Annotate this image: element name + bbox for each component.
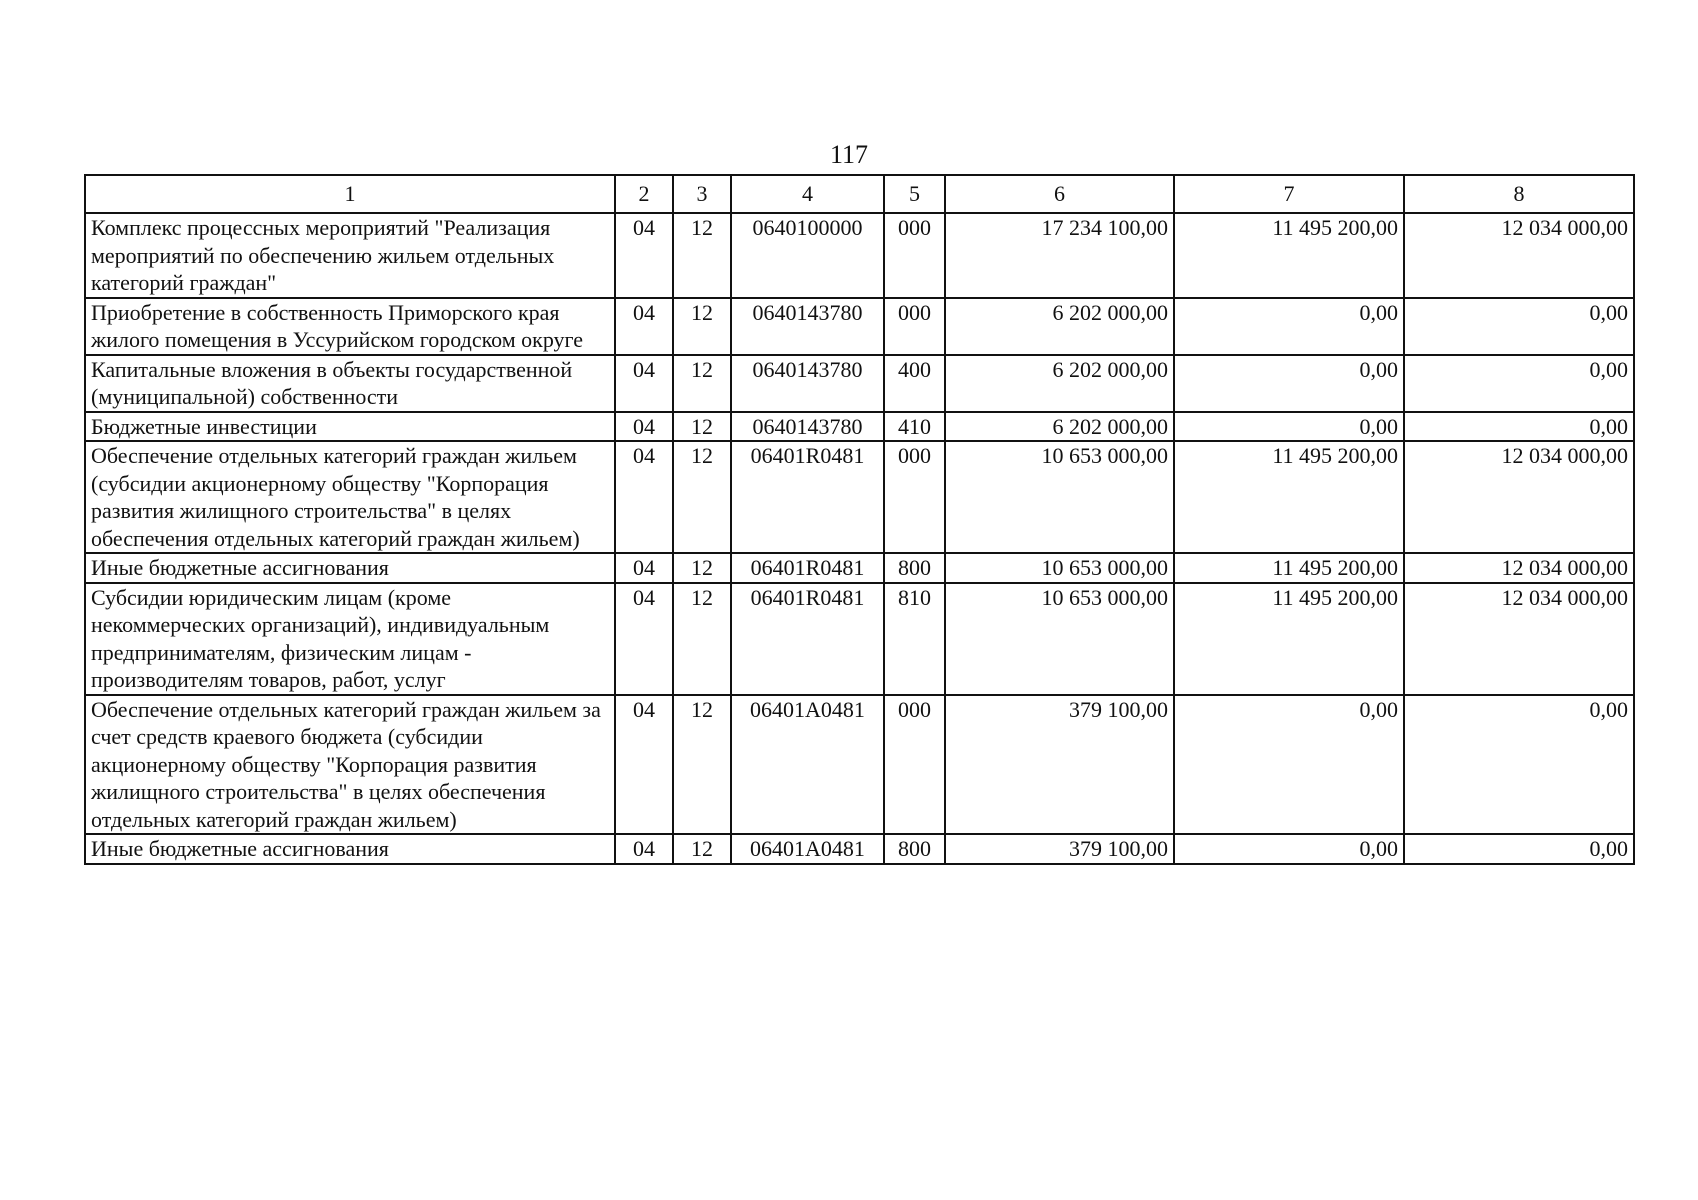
row-name: Приобретение в собственность Приморского края жилого помещения в Уссурийском городском округе — [85, 298, 615, 355]
row-section-code: 04 — [615, 553, 673, 583]
row-section-code: 04 — [615, 695, 673, 835]
row-expense-type-code: 410 — [884, 412, 945, 442]
row-subsection-code: 12 — [673, 441, 731, 553]
row-amount-col-7: 0,00 — [1174, 695, 1404, 835]
header-col-8: 8 — [1404, 175, 1634, 213]
row-target-code: 06401A0481 — [731, 695, 884, 835]
row-target-code: 0640100000 — [731, 213, 884, 298]
header-col-2: 2 — [615, 175, 673, 213]
row-section-code: 04 — [615, 412, 673, 442]
header-col-3: 3 — [673, 175, 731, 213]
row-amount-col-6: 379 100,00 — [945, 834, 1174, 864]
row-amount-col-8: 0,00 — [1404, 298, 1634, 355]
header-col-1: 1 — [85, 175, 615, 213]
row-amount-col-8: 12 034 000,00 — [1404, 583, 1634, 695]
table-header — [85, 175, 1634, 213]
header-col-5: 5 — [884, 175, 945, 213]
row-name: Обеспечение отдельных категорий граждан жильем за счет средств краевого бюджета (субсидии акционерному обществу "Корпорация развития жилищного строительства" в целях обеспечения отдельных категорий граждан жильем) — [85, 695, 615, 835]
row-amount-col-8: 0,00 — [1404, 412, 1634, 442]
row-amount-col-7: 0,00 — [1174, 355, 1404, 412]
row-subsection-code: 12 — [673, 553, 731, 583]
row-amount-col-6: 379 100,00 — [945, 695, 1174, 835]
row-section-code: 04 — [615, 355, 673, 412]
row-name: Обеспечение отдельных категорий граждан жильем (субсидии акционерному обществу "Корпорация развития жилищного строительства" в целях обеспечения отдельных категорий граждан жильем) — [85, 441, 615, 553]
row-target-code: 0640143780 — [731, 412, 884, 442]
row-section-code: 04 — [615, 583, 673, 695]
row-amount-col-8: 12 034 000,00 — [1404, 553, 1634, 583]
table-row — [85, 298, 1634, 355]
row-amount-col-6: 17 234 100,00 — [945, 213, 1174, 298]
row-name: Капитальные вложения в объекты государственной (муниципальной) собственности — [85, 355, 615, 412]
row-expense-type-code: 000 — [884, 298, 945, 355]
row-amount-col-8: 0,00 — [1404, 355, 1634, 412]
row-section-code: 04 — [615, 298, 673, 355]
table-row — [85, 553, 1634, 583]
table-row — [85, 834, 1634, 864]
row-name: Комплекс процессных мероприятий "Реализация мероприятий по обеспечению жильем отдельных категорий граждан" — [85, 213, 615, 298]
row-subsection-code: 12 — [673, 298, 731, 355]
header-row — [85, 175, 1634, 213]
row-amount-col-7: 0,00 — [1174, 412, 1404, 442]
row-target-code: 06401R0481 — [731, 583, 884, 695]
row-name: Субсидии юридическим лицам (кроме некоммерческих организаций), индивидуальным предпринимателям, физическим лицам - производителям товаров, работ, услуг — [85, 583, 615, 695]
row-subsection-code: 12 — [673, 834, 731, 864]
row-section-code: 04 — [615, 213, 673, 298]
row-target-code: 06401R0481 — [731, 441, 884, 553]
table-row — [85, 441, 1634, 553]
row-expense-type-code: 400 — [884, 355, 945, 412]
row-target-code: 0640143780 — [731, 355, 884, 412]
row-subsection-code: 12 — [673, 412, 731, 442]
row-expense-type-code: 000 — [884, 695, 945, 835]
row-subsection-code: 12 — [673, 583, 731, 695]
row-expense-type-code: 000 — [884, 441, 945, 553]
row-subsection-code: 12 — [673, 695, 731, 835]
row-amount-col-7: 0,00 — [1174, 298, 1404, 355]
table-body — [85, 213, 1634, 864]
row-amount-col-7: 11 495 200,00 — [1174, 553, 1404, 583]
row-name: Иные бюджетные ассигнования — [85, 553, 615, 583]
row-name: Иные бюджетные ассигнования — [85, 834, 615, 864]
row-target-code: 0640143780 — [731, 298, 884, 355]
row-amount-col-8: 12 034 000,00 — [1404, 213, 1634, 298]
row-amount-col-7: 11 495 200,00 — [1174, 583, 1404, 695]
row-amount-col-6: 6 202 000,00 — [945, 355, 1174, 412]
row-target-code: 06401R0481 — [731, 553, 884, 583]
row-subsection-code: 12 — [673, 355, 731, 412]
table-row — [85, 213, 1634, 298]
budget-table — [84, 174, 1635, 865]
row-expense-type-code: 800 — [884, 834, 945, 864]
page-number: 117 — [829, 140, 869, 169]
row-amount-col-6: 10 653 000,00 — [945, 553, 1174, 583]
row-target-code: 06401A0481 — [731, 834, 884, 864]
row-amount-col-7: 11 495 200,00 — [1174, 441, 1404, 553]
row-amount-col-7: 0,00 — [1174, 834, 1404, 864]
table-row — [85, 583, 1634, 695]
row-name: Бюджетные инвестиции — [85, 412, 615, 442]
row-amount-col-6: 6 202 000,00 — [945, 412, 1174, 442]
row-subsection-code: 12 — [673, 213, 731, 298]
row-amount-col-6: 6 202 000,00 — [945, 298, 1174, 355]
row-amount-col-7: 11 495 200,00 — [1174, 213, 1404, 298]
table-row — [85, 412, 1634, 442]
row-amount-col-6: 10 653 000,00 — [945, 441, 1174, 553]
row-amount-col-6: 10 653 000,00 — [945, 583, 1174, 695]
header-col-6: 6 — [945, 175, 1174, 213]
row-expense-type-code: 000 — [884, 213, 945, 298]
row-amount-col-8: 0,00 — [1404, 695, 1634, 835]
row-amount-col-8: 12 034 000,00 — [1404, 441, 1634, 553]
header-col-4: 4 — [731, 175, 884, 213]
row-expense-type-code: 810 — [884, 583, 945, 695]
table-row — [85, 355, 1634, 412]
row-section-code: 04 — [615, 834, 673, 864]
header-col-7: 7 — [1174, 175, 1404, 213]
row-section-code: 04 — [615, 441, 673, 553]
row-expense-type-code: 800 — [884, 553, 945, 583]
table-row — [85, 695, 1634, 835]
row-amount-col-8: 0,00 — [1404, 834, 1634, 864]
